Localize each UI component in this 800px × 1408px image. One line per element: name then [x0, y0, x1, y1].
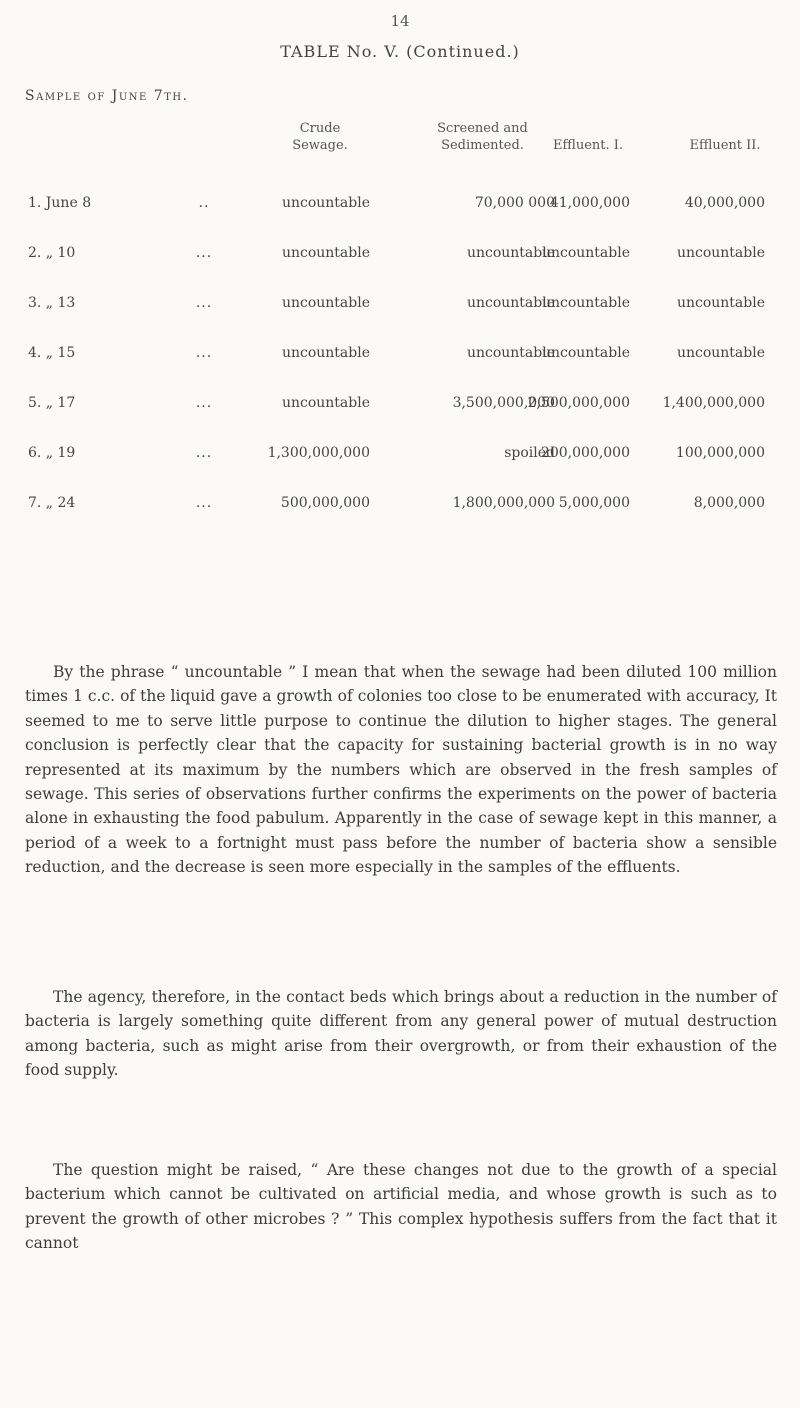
row-date: 3. „ 13 [28, 295, 76, 311]
cell-screened-sedimented: spoiled [504, 445, 555, 461]
cell-effluent-2: 1,400,000,000 [662, 395, 765, 411]
cell-effluent-1: uncountable [541, 245, 630, 261]
row-leader-dots: ... [195, 445, 213, 461]
cell-effluent-1: uncountable [541, 295, 630, 311]
sample-heading: Sample of June 7th. [25, 88, 189, 104]
row-leader-dots: ... [195, 245, 213, 261]
row-leader-dots: ... [195, 395, 213, 411]
row-date: 4. „ 15 [28, 345, 76, 361]
cell-effluent-2: uncountable [676, 245, 765, 261]
table-row [0, 495, 800, 515]
cell-effluent-2: 100,000,000 [675, 445, 765, 461]
paragraph-uncountable-definition: By the phrase “ uncountable ” I mean that when the sewage had been diluted 100 million times 1 c.c. of the liquid gave a growth of colonies too close to be enumerated with accuracy, It seemed to me to serve little purpose to continue the dilution to higher stages. The general conclusion is perfectly clear that the capacity for sustaining bacterial growth is in no way represented at its maximum by the numbers which are observed in the fresh samples of sewage. This series of observations further confirms the experiments on the power of bacteria alone in exhausting the food pabulum. Apparently in the case of sewage kept in this manner, a period of a week to a fortnight must pass before the number of bacteria show a sensible reduction, and the decrease is seen more especially in the samples of the effluents. [25, 663, 777, 877]
cell-effluent-1: 41,000,000 [549, 195, 630, 211]
row-date: 5. „ 17 [28, 395, 76, 411]
page-number: 14 [390, 12, 410, 30]
row-leader-dots: ... [195, 345, 213, 361]
row-leader-dots: ... [195, 295, 213, 311]
table-row [0, 245, 800, 265]
cell-screened-sedimented: 3,500,000,000 [452, 395, 555, 411]
cell-screened-sedimented: 70,000 000 [474, 195, 555, 211]
cell-effluent-2: 40,000,000 [684, 195, 765, 211]
table-title: TABLE No. V. (Continued.) [280, 42, 520, 61]
table-row [0, 295, 800, 315]
paragraph-contact-bed-agency: The agency, therefore, in the contact beds which brings about a reduction in the number of bacteria is largely something quite different from any general power of mutual destruction among bacteria, such as might arise from their overgrowth, or from their exhaustion of the food supply. [25, 988, 777, 1080]
cell-screened-sedimented: uncountable [466, 345, 555, 361]
cell-effluent-2: uncountable [676, 345, 765, 361]
cell-effluent-1: uncountable [541, 345, 630, 361]
table-row [0, 445, 800, 465]
cell-crude-sewage: uncountable [281, 245, 370, 261]
cell-effluent-1: 5,000,000 [558, 495, 630, 511]
column-header-effluent-1: Effluent. I. [552, 138, 624, 153]
row-leader-dots: .. [198, 195, 210, 211]
cell-crude-sewage: 1,300,000,000 [267, 445, 370, 461]
cell-effluent-1: 200,000,000 [540, 445, 630, 461]
row-leader-dots: ... [195, 495, 213, 511]
cell-screened-sedimented: uncountable [466, 245, 555, 261]
row-date: 7. „ 24 [28, 495, 76, 511]
cell-screened-sedimented: 1,800,000,000 [452, 495, 555, 511]
cell-crude-sewage: 500,000,000 [280, 495, 370, 511]
paragraph-special-bacterium-question: The question might be raised, “ Are these changes not due to the growth of a special bacterium which cannot be cultivated on artificial media, and whose growth is such as to prevent the growth of other microbes ? ” This complex hypothesis suffers from the fact that it cannot [25, 1161, 777, 1253]
column-header-effluent-2: Effluent II. [689, 138, 761, 153]
cell-effluent-1: 2,500,000,000 [527, 395, 630, 411]
table-row [0, 395, 800, 415]
row-date: 6. „ 19 [28, 445, 76, 461]
cell-screened-sedimented: uncountable [466, 295, 555, 311]
column-header-crude-sewage: Crude Sewage. [292, 121, 348, 153]
cell-crude-sewage: uncountable [281, 395, 370, 411]
cell-effluent-2: 8,000,000 [693, 495, 765, 511]
row-date: 2. „ 10 [28, 245, 76, 261]
cell-effluent-2: uncountable [676, 295, 765, 311]
table-row [0, 195, 800, 215]
table-column-headers [0, 120, 800, 170]
table-row [0, 345, 800, 365]
cell-crude-sewage: uncountable [281, 195, 370, 211]
column-header-screened-sedimented: Screened and Sedimented. [437, 121, 528, 153]
cell-crude-sewage: uncountable [281, 345, 370, 361]
row-date: 1. June 8 [28, 195, 92, 211]
cell-crude-sewage: uncountable [281, 295, 370, 311]
